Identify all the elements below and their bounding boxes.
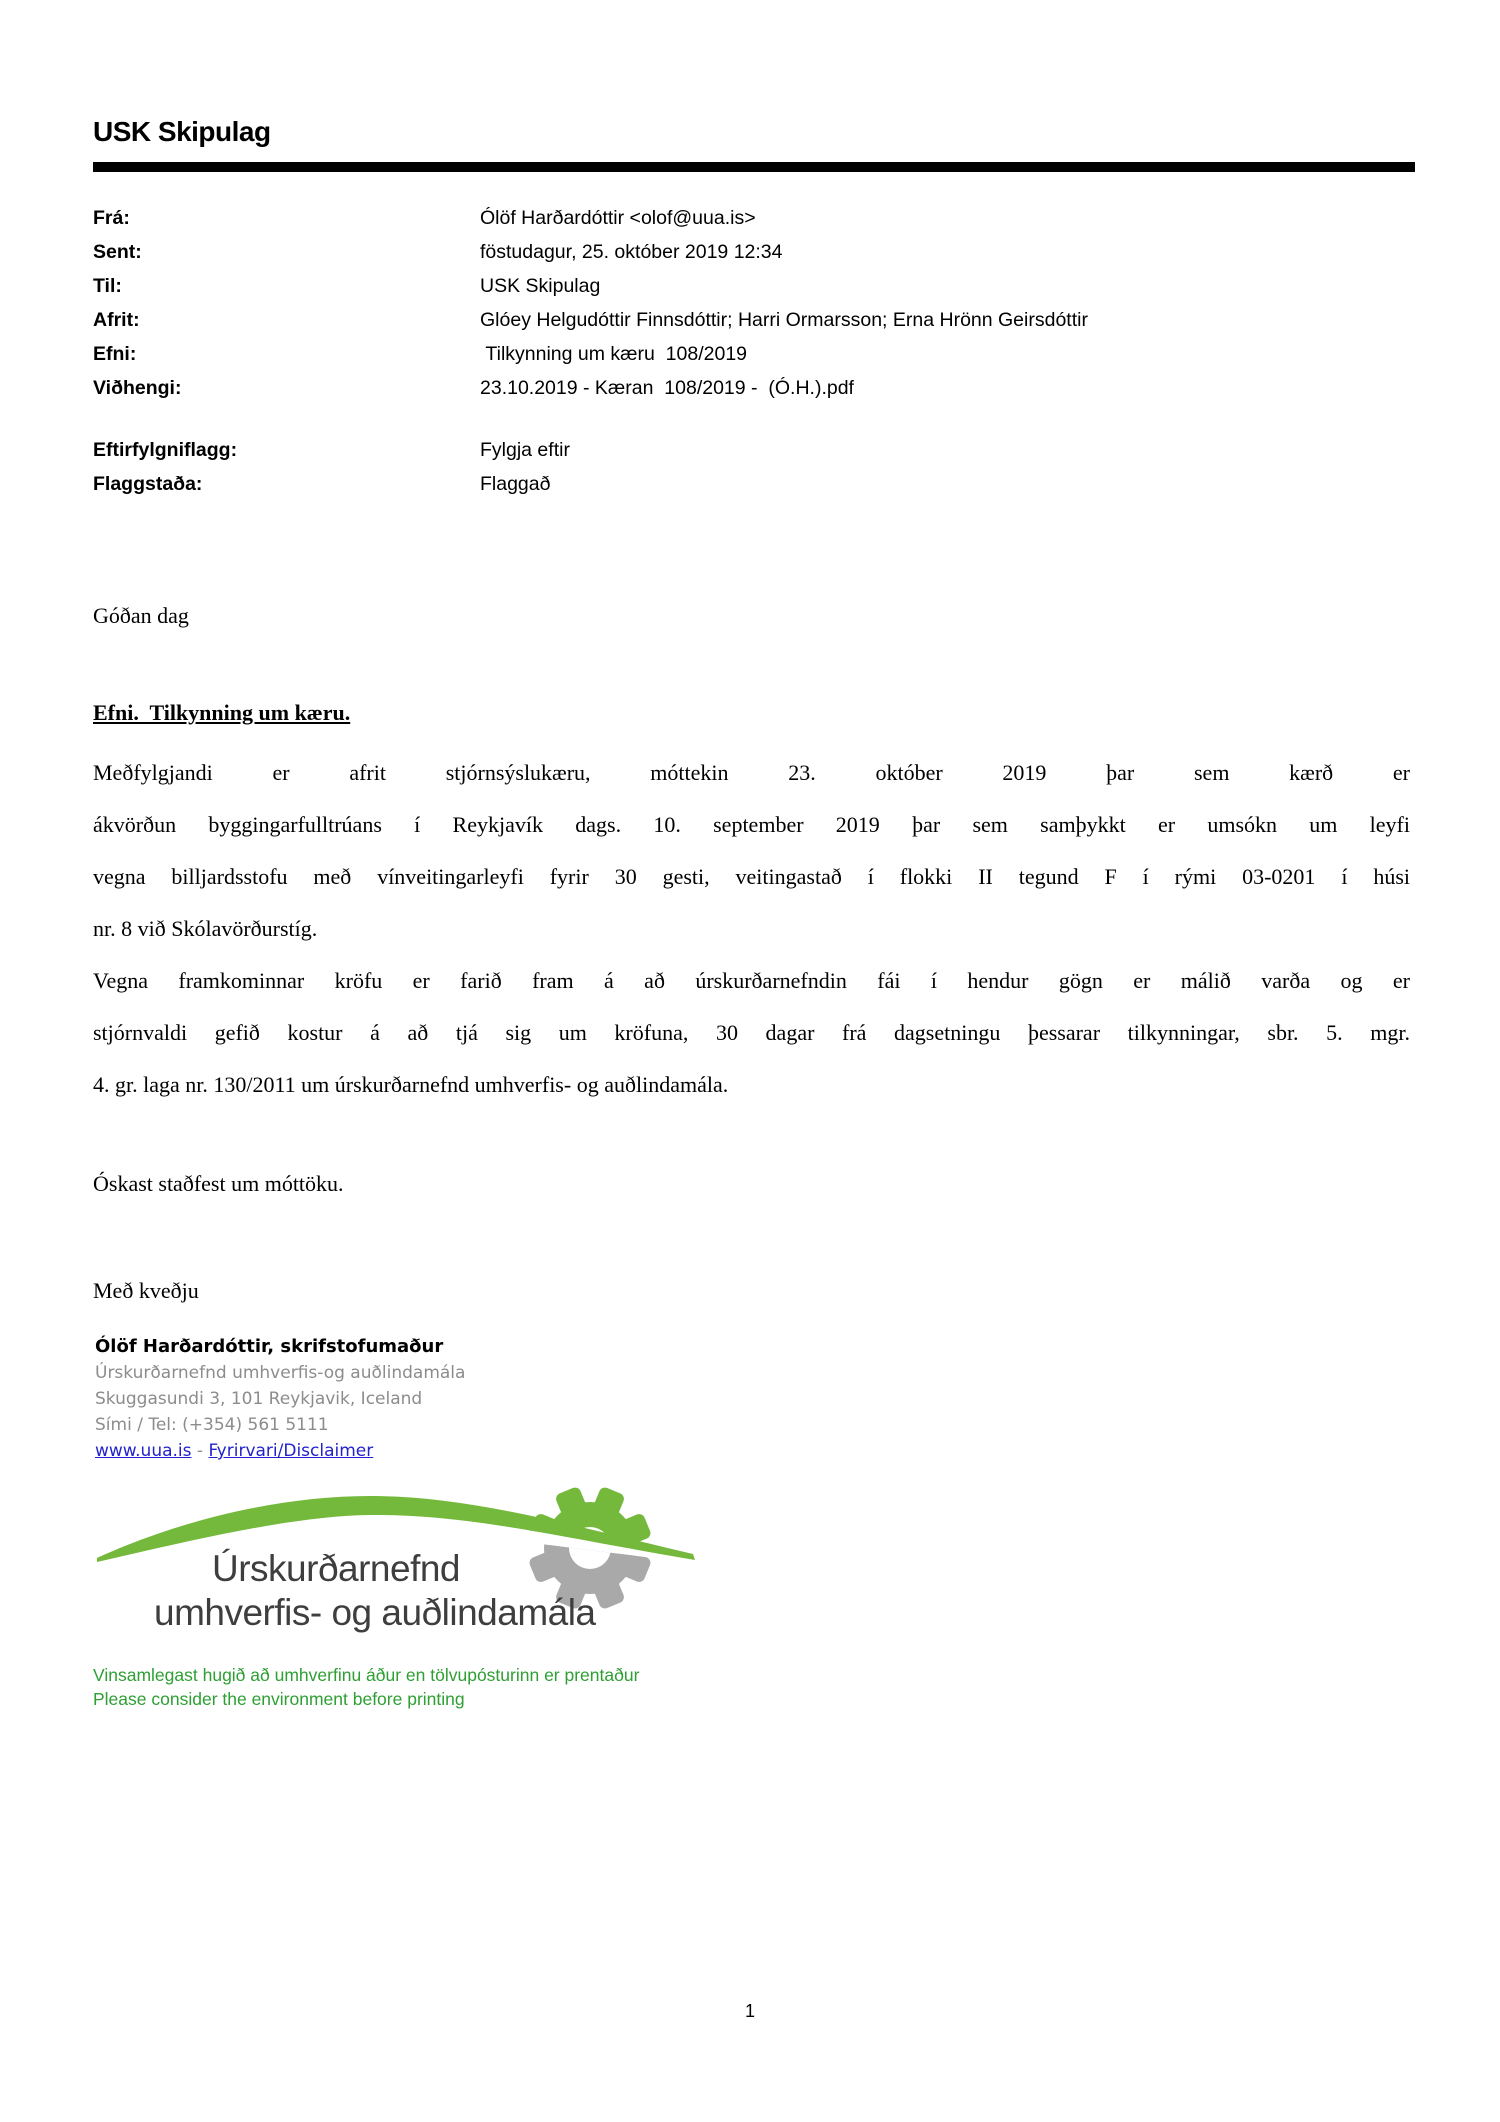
sent-value: föstudagur, 25. október 2019 12:34 (480, 241, 783, 263)
header-row-attachment (93, 371, 1423, 405)
header-row-sent (93, 235, 1423, 269)
signature-name: Ólöf Harðardóttir, skrifstofumaður (95, 1336, 444, 1357)
subject-heading: Efni. Tilkynning um kæru. (93, 700, 351, 725)
closing-salutation: Með kveðju (93, 1278, 199, 1303)
cc-label: Afrit: (93, 309, 140, 331)
signature-org: Úrskurðarnefnd umhverfis-og auðlindamála (95, 1363, 466, 1383)
subject-label: Efni: (93, 343, 137, 365)
environment-note-icelandic: Vinsamlegast hugið að umhverfinu áður en tölvupósturinn er prentaður (93, 1665, 640, 1685)
header-row-flag-status (93, 467, 1423, 501)
signature-links (95, 1438, 465, 1464)
from-label: Frá: (93, 207, 130, 229)
website-link[interactable]: www.uua.is (95, 1441, 192, 1461)
from-value: Ólöf Harðardóttir <olof@uua.is> (480, 207, 756, 229)
header-row-to (93, 269, 1423, 303)
environment-note-english: Please consider the environment before printing (93, 1689, 465, 1709)
flag-status-label: Flaggstaða: (93, 473, 203, 495)
followup-flag-value: Fylgja eftir (480, 439, 570, 461)
title-rule (93, 162, 1415, 172)
paragraph-line: Vegna framkominnar kröfu er farið fram á að úrskurðarnefndin fái í hendur gögn er málið varða og er (93, 968, 1410, 993)
paragraph-line: ákvörðun byggingarfulltrúans í Reykjavík dags. 10. september 2019 þar sem samþykkt er umsókn um leyfi (93, 812, 1410, 837)
page-title: USK Skipulag (93, 116, 271, 147)
header-row-cc (93, 303, 1423, 337)
confirmation-request: Óskast staðfest um móttöku. (93, 1171, 344, 1196)
to-value: USK Skipulag (480, 275, 601, 297)
paragraph-line: stjórnvaldi gefið kostur á að tjá sig um kröfuna, 30 dagar frá dagsetningu þessarar tilkynningar, sbr. 5. mgr. (93, 1020, 1410, 1045)
paragraph-line: nr. 8 við Skólavörðurstíg. (93, 916, 318, 941)
to-label: Til: (93, 275, 122, 297)
followup-flag-label: Eftirfylgniflagg: (93, 439, 238, 461)
paragraph-line: vegna billjardsstofu með vínveitingarleyfi fyrir 30 gesti, veitingastað í flokki II tegund F í rými 03-0201 í húsi (93, 864, 1410, 889)
header-row-subject (93, 337, 1423, 371)
sent-label: Sent: (93, 241, 142, 263)
paragraph-line: 4. gr. laga nr. 130/2011 um úrskurðarnefnd umhverfis- og auðlindamála. (93, 1072, 729, 1097)
header-row-followup-flag (93, 433, 1423, 467)
disclaimer-link[interactable]: Fyrirvari/Disclaimer (208, 1441, 374, 1461)
header-row-from (93, 201, 1423, 235)
cc-value: Glóey Helgudóttir Finnsdóttir; Harri Ormarsson; Erna Hrönn Geirsdóttir (480, 309, 1088, 331)
page-number: 1 (744, 2001, 755, 2021)
logo-line-2: umhverfis- og auðlindamála (154, 1592, 596, 1633)
signature-phone: Sími / Tel: (+354) 561 5111 (95, 1415, 329, 1435)
flag-fields (93, 433, 1423, 501)
link-separator: - (191, 1441, 209, 1461)
greeting: Góðan dag (93, 603, 189, 628)
logo-wordmark (154, 1547, 654, 1635)
body-paragraph-1 (93, 747, 1410, 955)
environment-note (93, 1663, 639, 1711)
flag-status-value: Flaggað (480, 473, 551, 495)
email-header-fields (93, 201, 1423, 405)
signature-address: Skuggasundi 3, 101 Reykjavik, Iceland (95, 1389, 423, 1409)
subject-value: Tilkynning um kæru 108/2019 (480, 343, 748, 365)
body-paragraph-2 (93, 955, 1410, 1111)
logo-line-1: Úrskurðarnefnd (212, 1548, 461, 1589)
attachment-label: Viðhengi: (93, 377, 182, 399)
attachment-filename: 23.10.2019 - Kæran 108/2019 - (Ó.H.).pdf (480, 377, 854, 399)
paragraph-line: Meðfylgjandi er afrit stjórnsýslukæru, móttekin 23. október 2019 þar sem kærð er (93, 760, 1410, 785)
signature-block (95, 1334, 465, 1464)
